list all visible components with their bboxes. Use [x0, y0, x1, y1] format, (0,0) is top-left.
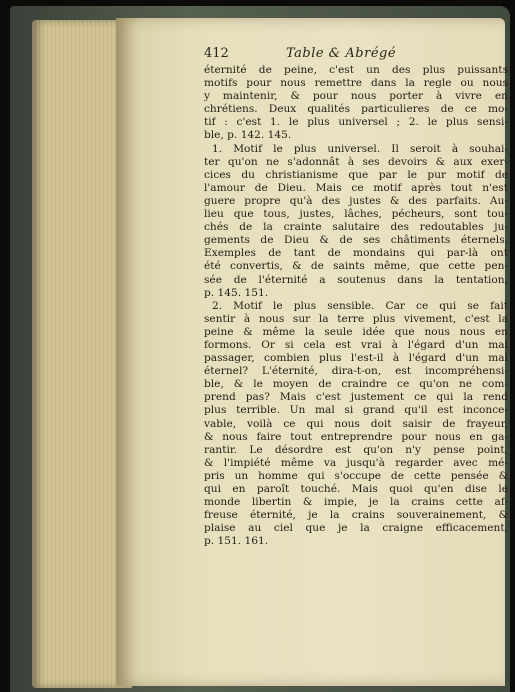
text-line: chrétiens. Deux qualités particulieres de ce mo-	[204, 103, 508, 116]
text-line: plus terrible. Un mal si grand qu'il est inconce-	[204, 404, 508, 417]
text-line: rantir. Le désordre est qu'on n'y pense point,	[204, 443, 508, 456]
text-line: chés de la crainte salutaire des redoutables ju-	[204, 221, 508, 234]
running-title: Table & Abrégé	[285, 46, 397, 61]
text-line: pris un homme qui s'occupe de cette pensée &	[204, 469, 508, 482]
text-line: & l'impiété même va jusqu'à regarder avec mé-	[204, 456, 508, 469]
text-line: gements de Dieu & de ses châtiments éternels.	[204, 234, 508, 247]
text-line: p. 145. 151.	[204, 286, 269, 299]
page-number: 412	[204, 46, 229, 61]
text-line: tif : c'est 1. le plus universel ; 2. le plus sensi-	[204, 116, 508, 129]
text-line: p. 151. 161.	[204, 535, 269, 548]
text-line: peine & même la seule idée que nous nous en	[204, 325, 508, 338]
text-line: Exemples de tant de mondains qui par-là ont	[204, 247, 508, 260]
text-line: freuse éternité, je la crains souverainement, &	[204, 509, 508, 522]
text-line: monde libertin & impie, je la crains cette af-	[204, 496, 508, 509]
text-line: y maintenir, & pour nous porter à vivre en	[204, 90, 508, 103]
text-line: passager, combien plus l'est-il à l'égard d'un mal	[204, 352, 508, 365]
text-line: ble, & le moyen de craindre ce qu'on ne com-	[204, 378, 508, 391]
text-line: motifs pour nous remettre dans la regle ou nous	[204, 77, 508, 90]
text-line: sée de l'éternité a soutenus dans la tentation,	[204, 273, 508, 286]
text-line: sentir à nous sur la terre plus vivement, c'est la	[204, 312, 508, 325]
text-line: & nous faire tout entreprendre pour nous en ga-	[204, 430, 508, 443]
text-line: formons. Or si cela est vrai à l'égard d'un mal	[204, 338, 508, 351]
text-line: éternel? L'éternité, dira-t-on, est incompréhensi-	[204, 365, 508, 378]
book-page	[116, 18, 508, 686]
text-line: prend pas? Mais c'est justement ce qui la rend	[204, 391, 508, 404]
text-line: guere propre qu'à des justes & des parfaits. Au-	[204, 194, 508, 207]
text-line: ter qu'on ne s'adonnât à ses devoirs & aux exer-	[204, 155, 508, 168]
text-line: lieu que tous, justes, lâches, pécheurs, sont tou-	[204, 208, 508, 221]
text-line: qui en paroît touché. Mais quoi qu'en dise le	[204, 483, 508, 495]
text-line: l'amour de Dieu. Mais ce motif après tout n'est	[204, 181, 508, 194]
text-line: 2. Motif le plus sensible. Car ce qui se fait	[212, 299, 508, 312]
text-line: ble, p. 142. 145.	[204, 129, 292, 142]
text-line: été convertis, & de saints même, que cette pen-	[204, 260, 508, 273]
text-line: cices du christianisme que par le pur motif de	[204, 168, 508, 181]
text-line: éternité de peine, c'est un des plus puissants	[204, 64, 508, 76]
text-line: 1. Motif le plus universel. Il seroit à souhai-	[212, 142, 508, 155]
page-text	[204, 64, 508, 548]
text-line: vable, voilà ce qui nous doit saisir de frayeur,	[204, 417, 508, 430]
text-line: plaise au ciel que je la craigne efficacement,	[204, 522, 508, 535]
running-header	[204, 46, 504, 64]
